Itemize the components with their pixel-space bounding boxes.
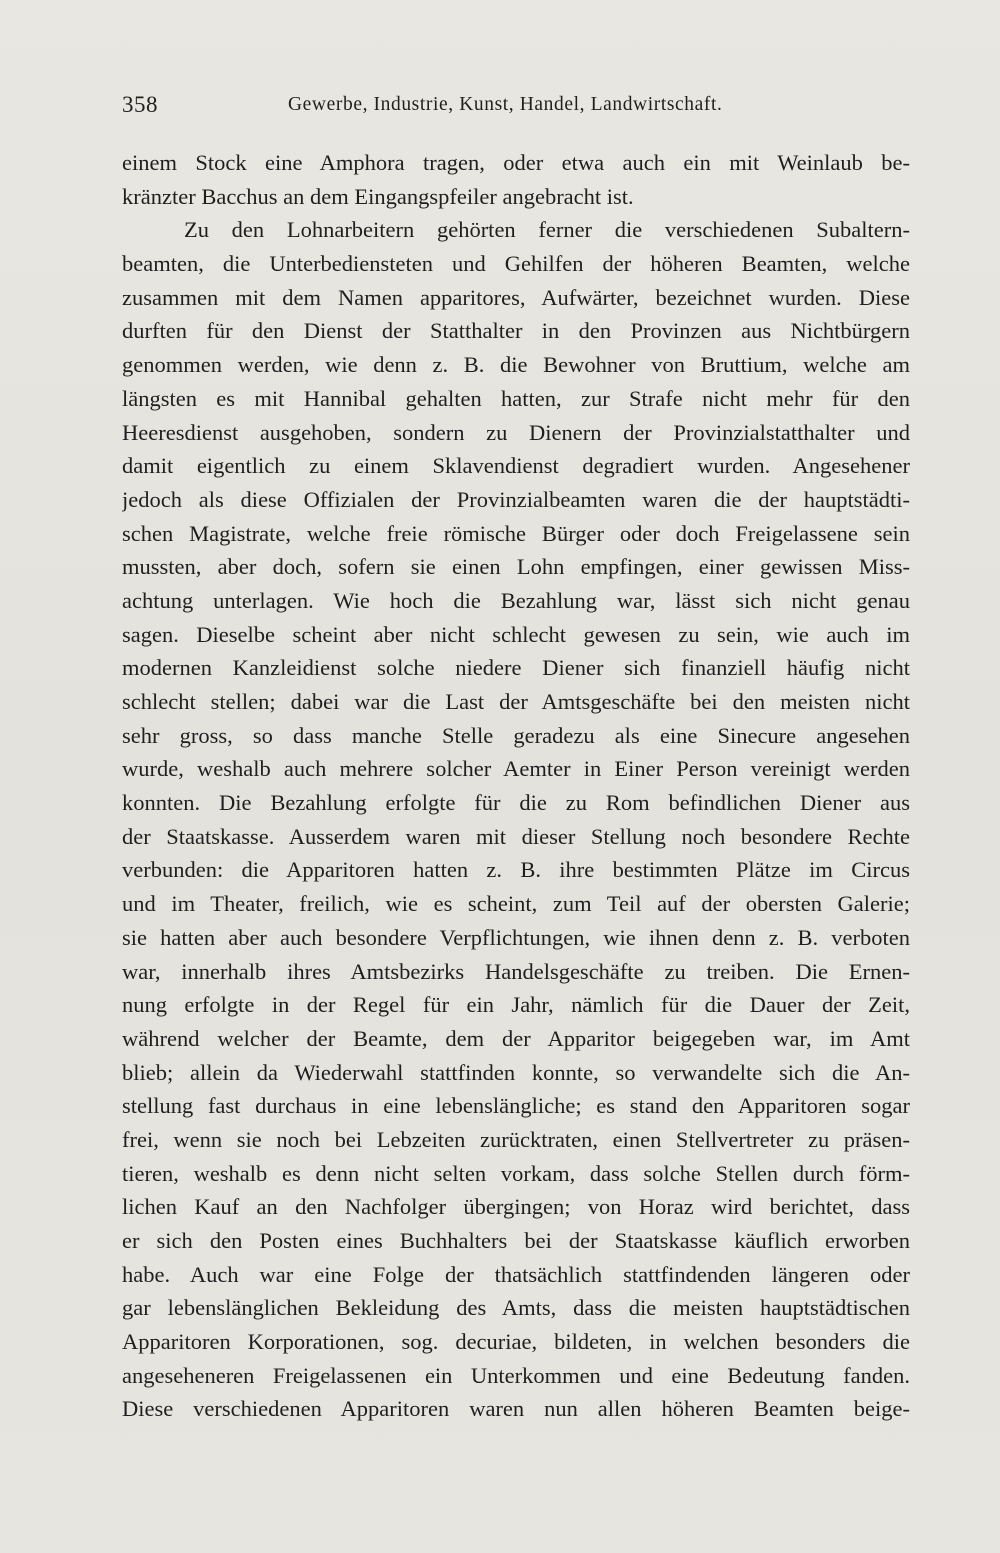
text-line: Diese verschiedenen Apparitoren waren nun allen höheren Beamten beige- [122, 1396, 910, 1422]
text-line: frei, wenn sie noch bei Lebzeiten zurücktraten, einen Stellvertreter zu präsen- [122, 1126, 910, 1152]
text-line: Heeresdienst ausgehoben, sondern zu Dienern der Provinzialstatthalter und [122, 419, 910, 445]
text-line: sagen. Dieselbe scheint aber nicht schlecht gewesen zu sein, wie auch im [122, 621, 910, 647]
text-line: konnten. Die Bezahlung erfolgte für die zu Rom befindlichen Diener aus [122, 790, 910, 816]
text-line: stellung fast durchaus in eine lebenslängliche; es stand den Apparitoren sogar [122, 1093, 910, 1119]
text-line: tieren, weshalb es denn nicht selten vorkam, dass solche Stellen durch förm- [122, 1160, 910, 1186]
text-line: Zu den Lohnarbeitern gehörten ferner die verschiedenen Subaltern- [184, 217, 910, 243]
running-head: Gewerbe, Industrie, Kunst, Handel, Landwirtschaft. [288, 94, 723, 115]
text-line: war, innerhalb ihres Amtsbezirks Handelsgeschäfte zu treiben. Die Ernen- [122, 958, 910, 984]
text-line: wurde, weshalb auch mehrere solcher Aemter in Einer Person vereinigt werden [122, 756, 910, 782]
text-line: während welcher der Beamte, dem der Apparitor beigegeben war, im Amt [122, 1025, 910, 1051]
text-line: lichen Kauf an den Nachfolger übergingen; von Horaz wird berichtet, dass [122, 1194, 910, 1220]
text-line: jedoch als diese Offizialen der Provinzialbeamten waren die der hauptstädti- [122, 486, 910, 512]
text-line: schen Magistrate, welche freie römische Bürger oder doch Freigelassene sein [122, 520, 910, 546]
text-line: Apparitoren Korporationen, sog. decuriae, bildeten, in welchen besonders die [122, 1329, 910, 1355]
text-line: er sich den Posten eines Buchhalters bei der Staatskasse käuflich erworben [122, 1228, 910, 1253]
text-line: angeseheneren Freigelassenen ein Unterkommen und eine Bedeutung fanden. [122, 1362, 910, 1388]
text-line: modernen Kanzleidienst solche niedere Diener sich finanziell häufig nicht [122, 655, 910, 681]
text-line: der Staatskasse. Ausserdem waren mit dieser Stellung noch besondere Rechte [122, 823, 910, 849]
page-header [122, 92, 910, 126]
text-line: achtung unterlagen. Wie hoch die Bezahlung war, lässt sich nicht genau [122, 587, 910, 613]
text-line: genommen werden, wie denn z. B. die Bewohner von Bruttium, welche am [122, 352, 910, 378]
text-line: mussten, aber doch, sofern sie einen Lohn empfingen, einer gewissen Miss- [122, 554, 910, 580]
text-line: verbunden: die Apparitoren hatten z. B. ihre bestimmten Plätze im Circus [122, 857, 910, 883]
text-line: längsten es mit Hannibal gehalten hatten, zur Strafe nicht mehr für den [122, 385, 910, 411]
text-line: durften für den Dienst der Statthalter in den Provinzen aus Nichtbürgern [122, 318, 910, 344]
page-number: 358 [122, 92, 158, 117]
text-line: habe. Auch war eine Folge der thatsächlich stattfindenden längeren oder [122, 1261, 910, 1287]
text-line: einem Stock eine Amphora tragen, oder etwa auch ein mit Weinlaub be- [122, 150, 910, 175]
text-line: zusammen mit dem Namen apparitores, Aufwärter, bezeichnet wurden. Diese [122, 284, 910, 310]
text-line: und im Theater, freilich, wie es scheint, zum Teil auf der obersten Galerie; [122, 891, 910, 917]
body-text [122, 146, 910, 1426]
text-line: sehr gross, so dass manche Stelle geradezu als eine Sinecure angesehen [122, 722, 910, 748]
text-line: sie hatten aber auch besondere Verpflichtungen, wie ihnen denn z. B. verboten [122, 924, 910, 950]
text-line: nung erfolgte in der Regel für ein Jahr, nämlich für die Dauer der Zeit, [122, 992, 910, 1018]
text-line: beamten, die Unterbediensteten und Gehilfen der höheren Beamten, welche [122, 251, 910, 277]
text-line: schlecht stellen; dabei war die Last der Amtsgeschäfte bei den meisten nicht [122, 689, 910, 714]
text-line: damit eigentlich zu einem Sklavendienst degradiert wurden. Angesehener [122, 453, 910, 479]
text-line: kränzter Bacchus an dem Eingangspfeiler angebracht ist. [122, 183, 634, 209]
text-line: gar lebenslänglichen Bekleidung des Amts, dass die meisten hauptstädtischen [122, 1295, 910, 1321]
text-line: blieb; allein da Wiederwahl stattfinden konnte, so verwandelte sich die An- [122, 1059, 910, 1085]
